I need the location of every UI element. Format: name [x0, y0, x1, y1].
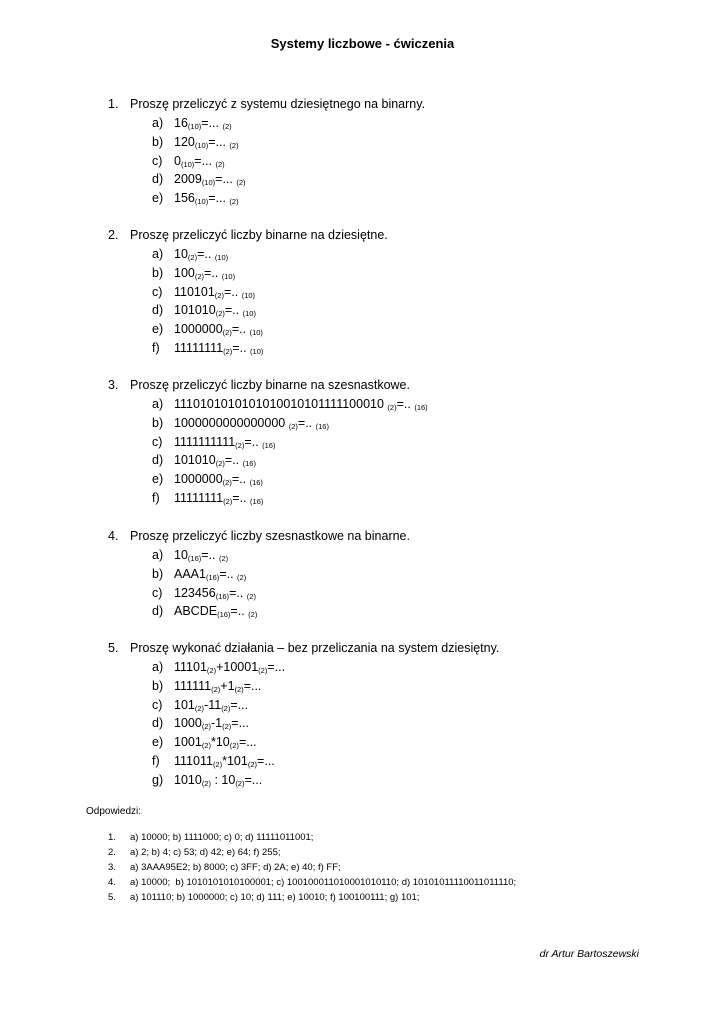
answer-text: a) 3AAA95E2; b) 8000; c) 3FF; d) 2A; e) 40; f) FF;	[130, 862, 341, 873]
item-value: 0	[174, 153, 181, 168]
item-value: AAA1	[174, 566, 206, 581]
item-letter: a)	[152, 247, 164, 261]
task-text: Proszę wykonać działania – bez przeliczania na system dziesiętny.	[130, 641, 500, 655]
base-subscript: (2)	[223, 496, 233, 506]
item-value: 10	[174, 247, 188, 261]
list-item	[152, 546, 410, 565]
answer-number: 1.	[108, 832, 116, 843]
base-subscript: (2)	[258, 666, 268, 675]
operation-symbol: +	[216, 660, 224, 674]
base-subscript: (16)	[217, 610, 231, 620]
task-text: Proszę przeliczyć liczby binarne na szesnastkowe.	[130, 378, 410, 392]
answer-number: 5.	[108, 892, 116, 903]
list-item	[152, 696, 499, 715]
item-value: 1110101010101010010101111100010	[174, 397, 388, 411]
list-item	[152, 602, 410, 621]
base-subscript: (10)	[180, 159, 195, 169]
operation-symbol: :	[210, 772, 222, 787]
answer-number: 4.	[108, 877, 116, 888]
item-letter: c)	[152, 434, 163, 449]
item-value: 110101	[174, 284, 215, 299]
item-letter: c)	[152, 697, 163, 712]
list-item	[152, 283, 388, 302]
answer-item	[108, 845, 516, 860]
operation-symbol: *	[210, 735, 216, 750]
base-subscript: (16)	[249, 478, 263, 488]
author-signature: dr Artur Bartoszewski	[539, 948, 639, 960]
item-value: 11111111	[174, 490, 224, 505]
item-value: 1000000000000000	[174, 415, 289, 430]
answer-item	[108, 860, 516, 875]
operation-symbol: *	[222, 753, 227, 768]
item-operator: =..	[224, 453, 240, 468]
list-item	[152, 320, 388, 339]
item-value: ABCDE	[174, 604, 218, 619]
base-subscript: (2)	[215, 309, 225, 319]
base-subscript: (16)	[250, 496, 264, 506]
operand-a: 111111	[174, 678, 212, 693]
operand-a: 101	[174, 697, 195, 712]
item-operator: =..	[229, 585, 244, 600]
base-subscript: (16)	[205, 572, 220, 582]
list-item	[152, 114, 425, 133]
item-operator: =..	[231, 472, 247, 487]
list-item	[152, 414, 428, 433]
list-item	[152, 489, 428, 508]
item-operator: =...	[201, 116, 219, 130]
list-item	[152, 584, 410, 603]
base-subscript: (2)	[214, 290, 224, 300]
base-subscript: (2)	[222, 328, 232, 338]
base-subscript: (2)	[215, 159, 225, 169]
list-item	[152, 395, 428, 414]
list-item	[152, 152, 425, 171]
base-subscript: (2)	[187, 253, 198, 262]
base-subscript: (2)	[201, 722, 211, 732]
list-item	[152, 339, 388, 358]
task-text: Proszę przeliczyć liczby szesnastkowe na binarne.	[130, 529, 410, 543]
item-letter: c)	[152, 284, 163, 299]
answer-number: 2.	[108, 847, 116, 858]
operation-symbol: -	[204, 697, 209, 712]
answers-list	[108, 830, 516, 905]
task-4	[108, 527, 410, 621]
base-subscript: (2)	[229, 140, 239, 150]
operand-b: 1	[227, 678, 235, 693]
operand-b: 101	[226, 753, 248, 768]
operand-a: 1000	[174, 716, 202, 731]
base-subscript: (2)	[288, 421, 298, 431]
item-letter: f)	[152, 340, 160, 355]
base-subscript: (2)	[237, 572, 247, 582]
operand-b: 10	[215, 735, 230, 750]
base-subscript: (10)	[194, 140, 209, 150]
list-item	[152, 189, 425, 208]
base-subscript: (2)	[194, 271, 205, 281]
base-subscript: (2)	[211, 684, 221, 694]
base-subscript: (10)	[241, 290, 256, 300]
base-subscript: (2)	[222, 478, 232, 488]
list-item	[152, 771, 499, 790]
list-item	[152, 451, 428, 470]
operation-symbol: -	[210, 716, 216, 731]
item-operator: =...	[238, 735, 257, 750]
item-operator: =...	[208, 191, 226, 206]
item-operator: =...	[244, 772, 263, 787]
item-value: 101010	[174, 303, 216, 318]
item-letter: e)	[152, 322, 164, 337]
item-letter: f)	[152, 753, 160, 768]
item-operator: =..	[231, 322, 247, 337]
list-item	[152, 301, 388, 320]
answer-text: a) 101110; b) 1000000; c) 10; d) 111; e) 10010; f) 100100111; g) 101;	[130, 892, 420, 903]
base-subscript: (2)	[223, 346, 233, 356]
base-subscript: (2)	[201, 778, 211, 788]
item-operator: =..	[219, 566, 234, 581]
task-3	[108, 376, 428, 508]
task-text: Proszę przeliczyć liczby binarne na dziesiętne.	[130, 228, 388, 242]
answer-text: a) 2; b) 4; c) 53; d) 42; e) 64; f) 255;	[130, 847, 281, 858]
base-subscript: (2)	[221, 703, 231, 713]
list-item	[152, 470, 428, 489]
base-subscript: (2)	[235, 440, 245, 450]
answers-heading: Odpowiedzi:	[86, 806, 142, 817]
list-item	[152, 714, 499, 733]
base-subscript: (2)	[218, 554, 229, 563]
item-letter: e)	[152, 735, 164, 750]
item-operator: =..	[230, 604, 245, 619]
base-subscript: (2)	[235, 778, 245, 788]
item-value: 11111111	[174, 340, 224, 355]
operand-a: 1001	[174, 735, 202, 750]
item-operator: =...	[215, 172, 233, 187]
base-subscript: (10)	[242, 309, 256, 319]
item-operator: =..	[297, 415, 313, 430]
task-number: 5.	[108, 641, 119, 655]
page-title: Systemy liczbowe - ćwiczenia	[270, 36, 455, 51]
operand-b: 10001	[223, 660, 259, 674]
base-subscript: (16)	[242, 459, 256, 469]
item-letter: d)	[152, 303, 164, 318]
task-text: Proszę przeliczyć z systemu dziesiętnego na binarny.	[130, 97, 426, 111]
item-operator: =..	[232, 490, 247, 505]
list-item	[152, 264, 388, 283]
item-letter: c)	[152, 153, 163, 168]
item-letter: b)	[152, 265, 164, 280]
item-value: 156	[174, 191, 195, 206]
item-value: 16	[174, 116, 188, 130]
item-operator: =..	[204, 265, 219, 280]
base-subscript: (2)	[201, 741, 211, 751]
base-subscript: (2)	[248, 610, 258, 620]
item-operator: =...	[267, 660, 286, 674]
base-subscript: (2)	[194, 703, 205, 713]
base-subscript: (10)	[249, 328, 263, 338]
item-value: 1000000	[174, 472, 223, 487]
item-operator: =..	[201, 548, 216, 562]
base-subscript: (2)	[247, 759, 258, 769]
item-value: 123456	[174, 585, 216, 600]
base-subscript: (16)	[187, 554, 202, 563]
answer-item	[108, 890, 516, 905]
item-letter: a)	[152, 397, 164, 411]
item-value: 101010	[174, 453, 216, 468]
item-operator: =..	[223, 284, 239, 299]
item-operator: =...	[194, 153, 213, 168]
base-subscript: (2)	[222, 122, 232, 131]
item-operator: =...	[243, 678, 262, 693]
base-subscript: (2)	[246, 591, 256, 601]
base-subscript: (2)	[222, 722, 232, 732]
base-subscript: (16)	[414, 403, 428, 412]
item-value: 1111111111	[174, 434, 236, 449]
base-subscript: (16)	[215, 591, 230, 601]
task-1	[108, 95, 425, 208]
item-value: 2009	[174, 172, 202, 187]
item-value: 100	[174, 265, 195, 280]
item-value: 10	[174, 548, 188, 562]
item-operator: =...	[257, 753, 275, 768]
operand-b: 11	[208, 697, 222, 712]
item-operator: =...	[208, 134, 226, 149]
task-number: 1.	[108, 97, 119, 111]
answer-item	[108, 875, 516, 890]
task-number: 3.	[108, 378, 119, 392]
base-subscript: (2)	[387, 403, 397, 412]
base-subscript: (10)	[187, 122, 202, 131]
list-item	[152, 658, 499, 677]
base-subscript: (10)	[214, 253, 229, 262]
task-5	[108, 639, 499, 790]
item-letter: a)	[152, 660, 164, 674]
operation-symbol: +	[220, 678, 228, 693]
list-item	[152, 677, 499, 696]
item-letter: d)	[152, 453, 164, 468]
task-number: 4.	[108, 529, 119, 543]
task-2	[108, 226, 388, 358]
base-subscript: (10)	[194, 197, 209, 207]
item-letter: g)	[152, 772, 164, 787]
item-letter: d)	[152, 172, 164, 187]
base-subscript: (16)	[315, 421, 329, 431]
item-letter: d)	[152, 716, 164, 731]
base-subscript: (10)	[201, 178, 216, 188]
base-subscript: (2)	[236, 178, 246, 188]
item-letter: e)	[152, 472, 164, 487]
base-subscript: (2)	[215, 459, 225, 469]
operand-a: 11101	[174, 660, 207, 674]
answer-text: a) 10000; b) 1111000; c) 0; d) 11111011001;	[130, 832, 314, 843]
base-subscript: (2)	[234, 684, 244, 694]
operand-b: 10	[221, 772, 236, 787]
item-letter: d)	[152, 604, 164, 619]
operand-a: 111011	[174, 753, 213, 768]
base-subscript: (10)	[221, 271, 236, 281]
list-item	[152, 565, 410, 584]
item-operator: =..	[396, 397, 411, 411]
item-letter: e)	[152, 191, 164, 206]
list-item	[152, 245, 388, 264]
item-letter: a)	[152, 116, 164, 130]
list-item	[152, 733, 499, 752]
base-subscript: (2)	[229, 741, 239, 751]
item-letter: a)	[152, 548, 164, 562]
base-subscript: (2)	[229, 197, 239, 207]
item-letter: b)	[152, 134, 164, 149]
list-item	[152, 433, 428, 452]
answer-text: a) 10000; b) 1010101010100001; c) 100100011010001010110; d) 10101011110011011110;	[130, 877, 517, 888]
list-item	[152, 752, 499, 771]
item-operator: =...	[230, 697, 249, 712]
item-letter: f)	[152, 490, 160, 505]
task-number: 2.	[108, 228, 119, 242]
base-subscript: (16)	[262, 440, 276, 450]
item-value: 120	[174, 134, 195, 149]
list-item	[152, 170, 425, 189]
answer-item	[108, 830, 516, 845]
answer-number: 3.	[108, 862, 116, 873]
item-operator: =...	[231, 716, 249, 731]
item-letter: b)	[152, 566, 164, 581]
item-letter: c)	[152, 585, 163, 600]
base-subscript: (2)	[212, 759, 223, 769]
item-operator: =..	[197, 247, 212, 261]
base-subscript: (2)	[206, 666, 217, 675]
item-operator: =..	[232, 340, 247, 355]
item-value: 1000000	[174, 322, 223, 337]
operand-b: 1	[215, 716, 223, 731]
operand-a: 1010	[174, 772, 202, 787]
list-item	[152, 133, 425, 152]
item-letter: b)	[152, 678, 164, 693]
base-subscript: (10)	[250, 346, 264, 356]
item-letter: b)	[152, 415, 164, 430]
item-operator: =..	[244, 434, 259, 449]
item-operator: =..	[224, 303, 240, 318]
